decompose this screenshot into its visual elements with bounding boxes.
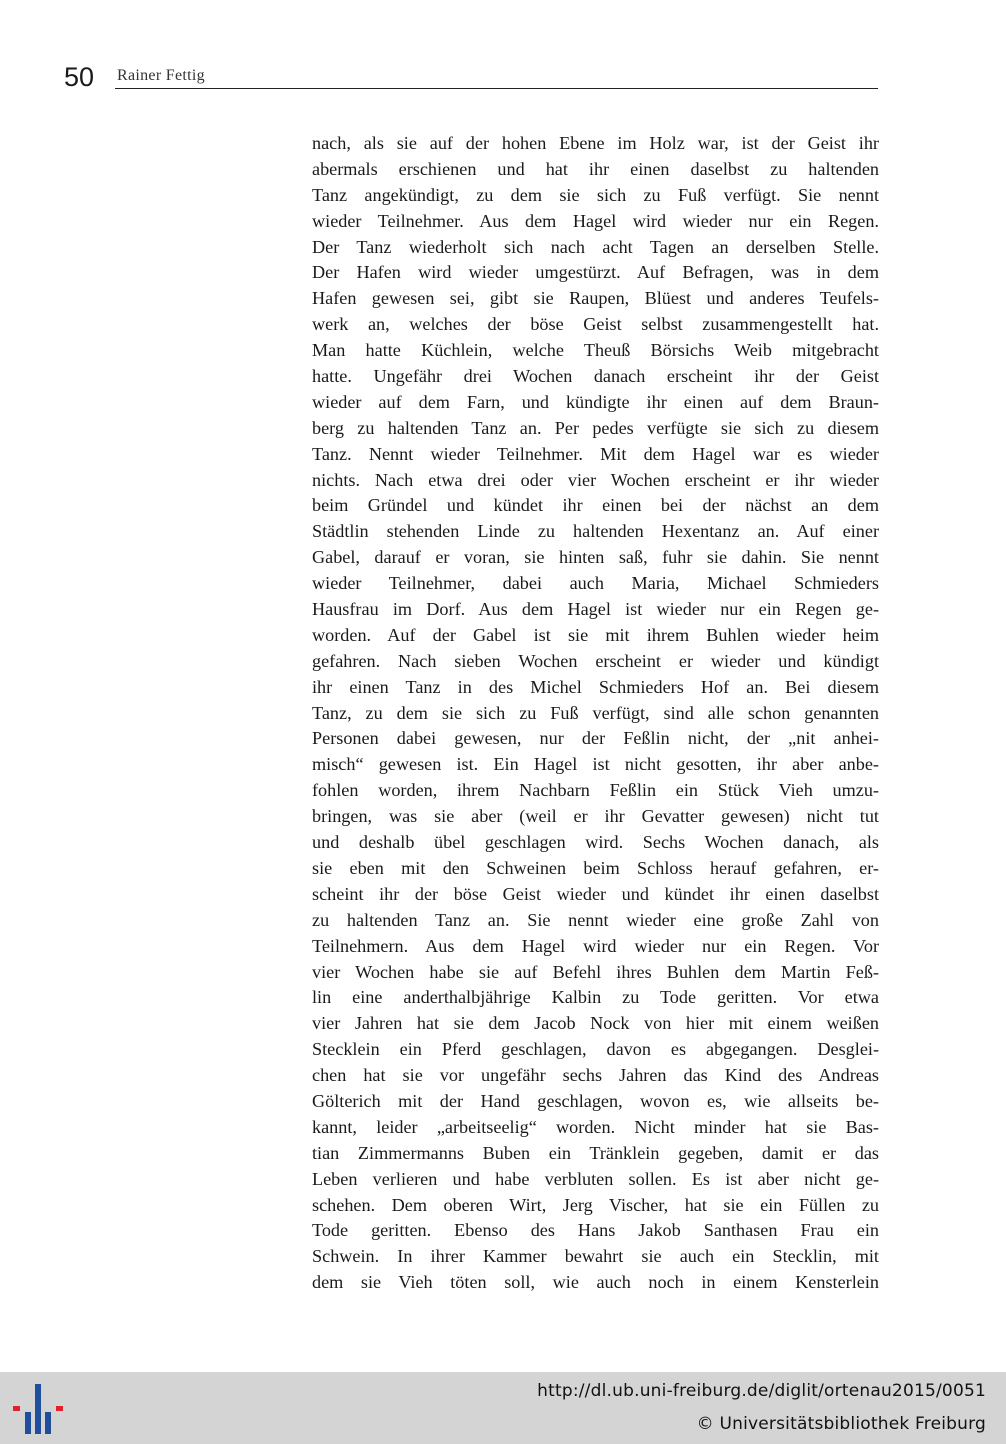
text-line: Tode geritten. Ebenso des Hans Jakob Santhasen Frau ein	[312, 1220, 879, 1241]
text-line: vier Wochen habe sie auf Befehl ihres Buhlen dem Martin Feß-	[312, 961, 879, 982]
text-line: Stecklein ein Pferd geschlagen, davon es abgegangen. Desglei-	[312, 1039, 879, 1060]
text-line: Hafen gewesen sei, gibt sie Raupen, Blüest und anderes Teufels-	[312, 288, 879, 309]
text-line: nach, als sie auf der hohen Ebene im Holz war, ist der Geist ihr	[312, 133, 879, 153]
text-line: vier Jahren hat sie dem Jacob Nock von hier mit einem weißen	[312, 1013, 879, 1034]
footer-bar	[0, 1372, 1006, 1444]
running-head-author: Rainer Fettig	[117, 67, 205, 84]
text-line: bringen, was sie aber (weil er ihr Gevatter gewesen) nicht tut	[312, 806, 879, 827]
text-line: dem sie Vieh töten soll, wie auch noch in einem Kensterlein	[312, 1272, 879, 1293]
text-line: scheint ihr der böse Geist wieder und kündet ihr einen daselbst	[312, 883, 879, 904]
copyright-text: © Universitätsbibliothek Freiburg	[696, 1414, 986, 1434]
text-line: Gabel, darauf er voran, sie hinten saß, fuhr sie dahin. Sie nennt	[312, 547, 879, 568]
library-logo-icon	[13, 1384, 63, 1434]
text-line: schehen. Dem oberen Wirt, Jerg Vischer, hat sie ein Füllen zu	[312, 1194, 879, 1215]
text-line: misch“ gewesen ist. Ein Hagel ist nicht gesotten, ihr aber anbe-	[312, 754, 879, 775]
text-line: nichts. Nach etwa drei oder vier Wochen erscheint er ihr wieder	[312, 469, 879, 490]
running-header	[62, 60, 878, 90]
text-line: hatte. Ungefähr drei Wochen danach erscheint ihr der Geist	[312, 366, 879, 387]
text-line: Tanz, zu dem sie sich zu Fuß verfügt, sind alle schon genannten	[312, 702, 879, 723]
text-line: werk an, welches der böse Geist selbst zusammengestellt hat.	[312, 314, 879, 335]
text-line: wieder Teilnehmer. Aus dem Hagel wird wieder nur ein Regen.	[312, 210, 879, 231]
text-line: kannt, leider „arbeitseelig“ worden. Nicht minder hat sie Bas-	[312, 1116, 879, 1137]
text-line: lin eine anderthalbjährige Kalbin zu Tode geritten. Vor etwa	[312, 987, 879, 1008]
text-line: gefahren. Nach sieben Wochen erscheint er wieder und kündigt	[312, 650, 879, 671]
text-line: tian Zimmermanns Buben ein Tränklein gegeben, damit er das	[312, 1142, 879, 1163]
text-line: sie eben mit den Schweinen beim Schloss herauf gefahren, er-	[312, 857, 879, 878]
text-line: wieder auf dem Farn, und kündigte ihr einen auf dem Braun-	[312, 391, 879, 412]
text-line: Personen dabei gewesen, nur der Feßlin nicht, der „nit anhei-	[312, 728, 879, 749]
text-line: Tanz angekündigt, zu dem sie sich zu Fuß verfügt. Sie nennt	[312, 184, 879, 205]
text-line: Der Hafen wird wieder umgestürzt. Auf Befragen, was in dem	[312, 262, 879, 283]
text-line: Städtlin stehenden Linde zu haltenden Hexentanz an. Auf einer	[312, 521, 879, 542]
text-line: chen hat sie vor ungefähr sechs Jahren das Kind des Andreas	[312, 1065, 879, 1086]
source-url-link[interactable]: http://dl.ub.uni-freiburg.de/diglit/ortenau2015/0051	[537, 1381, 986, 1401]
text-line: worden. Auf der Gabel ist sie mit ihrem Buhlen wieder heim	[312, 624, 879, 645]
text-line: berg zu haltenden Tanz an. Per pedes verfügte sie sich zu diesem	[312, 417, 879, 438]
text-line: ihr einen Tanz in des Michel Schmieders Hof an. Bei diesem	[312, 676, 879, 697]
text-line: Der Tanz wiederholt sich nach acht Tagen an derselben Stelle.	[312, 236, 879, 257]
text-line: beim Gründel und kündet ihr einen bei der nächst an dem	[312, 495, 879, 516]
text-line: Leben verlieren und habe verbluten sollen. Es ist aber nicht ge-	[312, 1168, 879, 1189]
text-line: Tanz. Nennt wieder Teilnehmer. Mit dem Hagel war es wieder	[312, 443, 879, 464]
text-line: Teilnehmern. Aus dem Hagel wird wieder nur ein Regen. Vor	[312, 935, 879, 956]
text-line: abermals erschienen und hat ihr einen daselbst zu haltenden	[312, 158, 879, 179]
text-line: Hausfrau im Dorf. Aus dem Hagel ist wieder nur ein Regen ge-	[312, 599, 879, 620]
header-rule	[115, 88, 878, 89]
text-line: wieder Teilnehmer, dabei auch Maria, Michael Schmieders	[312, 573, 879, 594]
text-line: fohlen worden, ihrem Nachbarn Feßlin ein Stück Vieh umzu-	[312, 780, 879, 801]
text-line: und deshalb übel geschlagen wird. Sechs Wochen danach, als	[312, 832, 879, 853]
text-line: Gölterich mit der Hand geschlagen, wovon es, wie allseits be-	[312, 1090, 879, 1111]
text-line: Schwein. In ihrer Kammer bewahrt sie auch ein Stecklin, mit	[312, 1246, 879, 1267]
page-number: 50	[64, 62, 95, 92]
text-line: zu haltenden Tanz an. Sie nennt wieder eine große Zahl von	[312, 909, 879, 930]
text-line: Man hatte Küchlein, welche Theuß Börsichs Weib mitgebracht	[312, 340, 879, 361]
body-text	[312, 131, 879, 1296]
